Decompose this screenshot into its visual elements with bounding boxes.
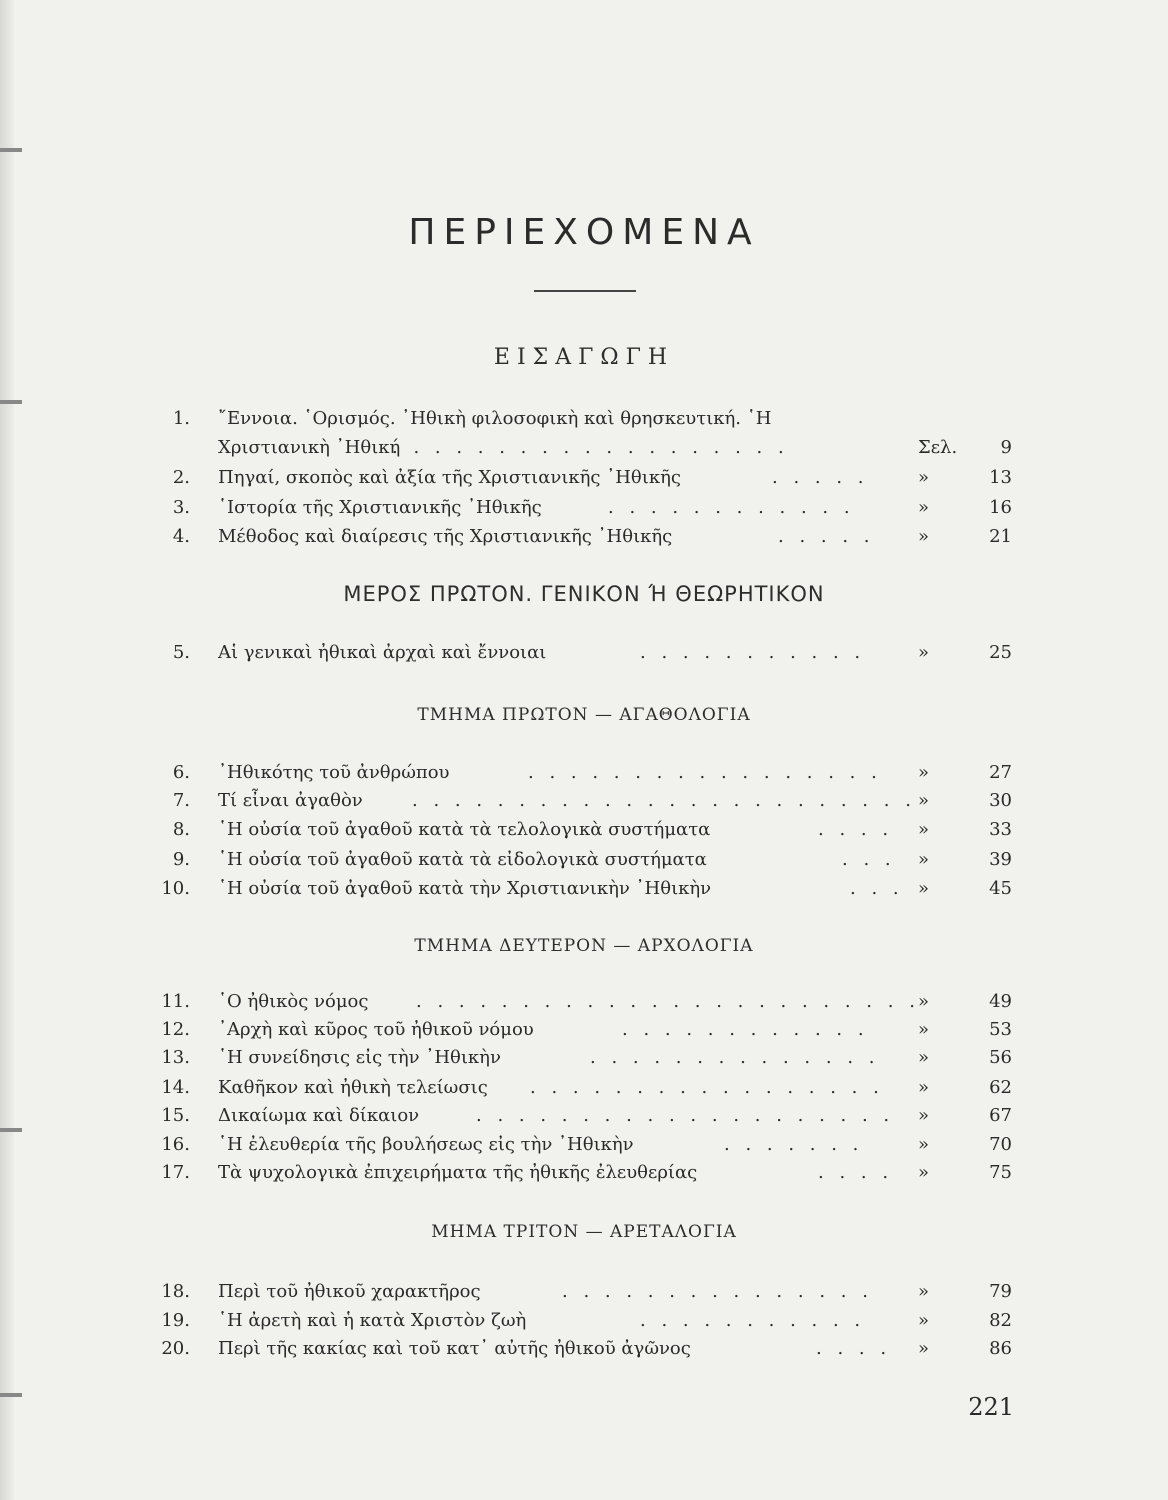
page-number: 53 bbox=[989, 1019, 1012, 1040]
toc-entry bbox=[0, 987, 1168, 1017]
leader-dots: . . . . . . . . . . . . . . . . . . . bbox=[392, 437, 789, 458]
ditto-mark: » bbox=[918, 762, 930, 783]
page-number: 13 bbox=[989, 467, 1012, 488]
entry-text: ῾Η οὐσία τοῦ ἀγαθοῦ κατὰ τὴν Χριστιανικὴν ᾿Ηθικὴν bbox=[218, 878, 712, 899]
page-number: 30 bbox=[989, 790, 1012, 811]
toc-entry bbox=[0, 758, 1168, 788]
ditto-mark: » bbox=[918, 849, 930, 870]
toc-entry bbox=[0, 1130, 1168, 1160]
entry-text: ῾Ιστορία τῆς Χριστιανικῆς ᾿Ηθικῆς bbox=[218, 497, 542, 518]
leader-dots: . . . . . . . . . . . . bbox=[608, 497, 855, 518]
entry-text: Καθῆκον καὶ ἠθικὴ τελείωσις bbox=[218, 1077, 488, 1098]
leader-dots: . . . . . . . . . . . . . . . . . bbox=[528, 762, 882, 783]
entry-number: 8. bbox=[172, 819, 190, 840]
entry-text: ᾿Ηθικότης τοῦ ἀνθρώπου bbox=[218, 762, 450, 783]
page-number-folio: 221 bbox=[968, 1393, 1014, 1421]
title-rule bbox=[534, 290, 636, 292]
toc-entry-continuation bbox=[0, 433, 1168, 463]
page-number: 9 bbox=[1000, 437, 1012, 458]
page-number: 70 bbox=[989, 1134, 1012, 1155]
entry-number: 11. bbox=[161, 991, 190, 1012]
ditto-mark: » bbox=[918, 1338, 930, 1359]
ditto-mark: » bbox=[918, 790, 930, 811]
page-number: 16 bbox=[989, 497, 1012, 518]
entry-text: Περὶ τοῦ ἠθικοῦ χαρακτῆρος bbox=[218, 1281, 481, 1302]
page-number: 82 bbox=[989, 1310, 1012, 1331]
page-number: 25 bbox=[989, 642, 1012, 663]
toc-entry bbox=[0, 1158, 1168, 1188]
entry-text: Μέθοδος καὶ διαίρεσις τῆς Χριστιανικῆς ᾿Ηθικῆς bbox=[218, 526, 673, 547]
section-heading: ΤΜΗΜΑ ΠΡΩΤΟΝ — ΑΓΑΘΟΛΟΓΙΑ bbox=[417, 705, 751, 725]
page-number: 67 bbox=[989, 1105, 1012, 1126]
toc-entry bbox=[0, 1043, 1168, 1073]
leader-dots: . . . . . bbox=[772, 467, 869, 488]
page-number: 39 bbox=[989, 849, 1012, 870]
leader-dots: . . . . . . . . . . . . . . . . . . . . bbox=[476, 1105, 895, 1126]
entry-number: 9. bbox=[172, 849, 190, 870]
page-number: 75 bbox=[989, 1162, 1012, 1183]
toc-entry bbox=[0, 1306, 1168, 1336]
page-number: 49 bbox=[989, 991, 1012, 1012]
ditto-mark: » bbox=[918, 819, 930, 840]
binding-stitch bbox=[0, 148, 22, 152]
page-number: 21 bbox=[989, 526, 1012, 547]
ditto-mark: » bbox=[918, 1105, 930, 1126]
page-number: 79 bbox=[989, 1281, 1012, 1302]
leader-dots: . . . . . . . . . . . bbox=[640, 642, 866, 663]
leader-dots: . . . . bbox=[816, 1338, 892, 1359]
entry-number: 15. bbox=[161, 1105, 190, 1126]
toc-entry bbox=[0, 1277, 1168, 1307]
section-heading: ΜΗΜΑ ΤΡΙΤΟΝ — ΑΡΕΤΑΛΟΓΙΑ bbox=[431, 1222, 737, 1242]
entry-number: 3. bbox=[172, 497, 190, 518]
toc-entry bbox=[0, 874, 1168, 904]
ditto-mark: » bbox=[918, 1047, 930, 1068]
entry-number: 16. bbox=[161, 1134, 190, 1155]
entry-number: 4. bbox=[172, 526, 190, 547]
section-heading: ΤΜΗΜΑ ΔΕΥΤΕΡΟΝ — ΑΡΧΟΛΟΓΙΑ bbox=[414, 936, 754, 956]
page-number: 62 bbox=[989, 1077, 1012, 1098]
page-number: 27 bbox=[989, 762, 1012, 783]
toc-entry bbox=[0, 463, 1168, 493]
toc-entry bbox=[0, 638, 1168, 668]
ditto-mark: » bbox=[918, 991, 930, 1012]
ditto-mark: » bbox=[918, 1077, 930, 1098]
entry-number: 13. bbox=[161, 1047, 190, 1068]
entry-number: 7. bbox=[172, 790, 190, 811]
ditto-mark: » bbox=[918, 526, 930, 547]
entry-number: 20. bbox=[161, 1338, 190, 1359]
ditto-mark: » bbox=[918, 1019, 930, 1040]
entry-number: 12. bbox=[161, 1019, 190, 1040]
entry-text: ᾿Αρχὴ καὶ κῦρος τοῦ ἠθικοῦ νόμου bbox=[218, 1019, 534, 1040]
entry-number: 14. bbox=[161, 1077, 190, 1098]
leader-dots: . . . bbox=[850, 878, 904, 899]
leader-dots: . . . . . . . . . . . . . . bbox=[590, 1047, 880, 1068]
leader-dots: . . . . . . . . . . . . . . . . . . . . . . . . bbox=[416, 991, 920, 1012]
toc-entry bbox=[0, 1101, 1168, 1131]
toc-entry bbox=[0, 1015, 1168, 1045]
toc-entry bbox=[0, 815, 1168, 845]
leader-dots: . . . . . . . . . . . . . . . . . bbox=[530, 1077, 884, 1098]
page-number: 86 bbox=[989, 1338, 1012, 1359]
leader-dots: . . . bbox=[842, 849, 896, 870]
entry-text: ῎Εννοια. ῾Ορισμός. ᾿Ηθικὴ φιλοσοφικὴ καὶ θρησκευτική. ῾Η bbox=[218, 408, 772, 429]
entry-number: 1. bbox=[172, 408, 190, 429]
binding-stitch bbox=[0, 1393, 22, 1397]
page-number: 33 bbox=[989, 819, 1012, 840]
entry-text: ῾Ο ἠθικὸς νόμος bbox=[218, 991, 369, 1012]
entry-number: 6. bbox=[172, 762, 190, 783]
entry-number: 10. bbox=[161, 878, 190, 899]
ditto-mark: » bbox=[918, 1162, 930, 1183]
entry-text: ῾Η οὐσία τοῦ ἀγαθοῦ κατὰ τὰ εἰδολογικὰ συστήματα bbox=[218, 849, 707, 870]
page-number: 56 bbox=[989, 1047, 1012, 1068]
toc-entry bbox=[0, 493, 1168, 523]
ditto-mark: » bbox=[918, 497, 930, 518]
leader-dots: . . . . bbox=[818, 819, 894, 840]
entry-text: Αἱ γενικαὶ ἠθικαὶ ἀρχαὶ καὶ ἔννοιαι bbox=[218, 642, 547, 663]
entry-text: Χριστιανικὴ ᾿Ηθική bbox=[218, 437, 401, 458]
ditto-mark: » bbox=[918, 642, 930, 663]
ditto-mark: » bbox=[918, 1310, 930, 1331]
entry-number: 2. bbox=[172, 467, 190, 488]
leader-dots: . . . . . . . . . . . . bbox=[622, 1019, 869, 1040]
entry-text: Τὰ ψυχολογικὰ ἐπιχειρήματα τῆς ἠθικῆς ἐλευθερίας bbox=[218, 1162, 698, 1183]
entry-number: 19. bbox=[161, 1310, 190, 1331]
leader-dots: . . . . . . . bbox=[724, 1134, 864, 1155]
leader-dots: . . . . . . . . . . . . . . . . . . . . . . . . bbox=[412, 790, 916, 811]
page-title: ΠΕΡΙΕΧΟΜΕΝΑ bbox=[408, 212, 760, 253]
part-heading: ΜΕΡΟΣ ΠΡΩΤΟΝ. ΓΕΝΙΚΟΝ Ή ΘΕΩΡΗΤΙΚΟΝ bbox=[343, 582, 825, 606]
leader-dots: . . . . . . . . . . . . . . . bbox=[562, 1281, 873, 1302]
ditto-mark: » bbox=[918, 1281, 930, 1302]
entry-number: 5. bbox=[172, 642, 190, 663]
ditto-mark: » bbox=[918, 1134, 930, 1155]
leader-dots: . . . . bbox=[818, 1162, 894, 1183]
toc-entry bbox=[0, 1073, 1168, 1103]
toc-entry bbox=[0, 522, 1168, 552]
entry-text: ῾Η ἐλευθερία τῆς βουλήσεως εἰς τὴν ᾿Ηθικὴν bbox=[218, 1134, 634, 1155]
entry-number: 17. bbox=[161, 1162, 190, 1183]
entry-text: ῾Η οὐσία τοῦ ἀγαθοῦ κατὰ τὰ τελολογικὰ συστήματα bbox=[218, 819, 711, 840]
entry-text: ῾Η συνείδησις εἰς τὴν ᾿Ηθικὴν bbox=[218, 1047, 501, 1068]
page-number: 45 bbox=[989, 878, 1012, 899]
toc-entry bbox=[0, 845, 1168, 875]
ditto-mark: » bbox=[918, 467, 930, 488]
toc-entry bbox=[0, 1334, 1168, 1364]
intro-heading: ΕΙΣΑΓΩΓΗ bbox=[493, 345, 675, 370]
entry-number: 18. bbox=[161, 1281, 190, 1302]
entry-text: Περὶ τῆς κακίας καὶ τοῦ κατ᾿ αὐτῆς ἠθικοῦ ἀγῶνος bbox=[218, 1338, 691, 1359]
entry-text: Δικαίωμα καὶ δίκαιον bbox=[218, 1105, 420, 1126]
ditto-mark: » bbox=[918, 878, 930, 899]
entry-text: Πηγαί, σκοπὸς καὶ ἀξία τῆς Χριστιανικῆς ᾿Ηθικῆς bbox=[218, 467, 681, 488]
toc-entry bbox=[0, 786, 1168, 816]
toc-entry bbox=[0, 404, 1168, 434]
entry-text: Τί εἶναι ἀγαθὸν bbox=[218, 790, 363, 811]
page-abbrev: Σελ. bbox=[918, 437, 958, 458]
entry-text: ῾Η ἀρετὴ καὶ ἡ κατὰ Χριστὸν ζωὴ bbox=[218, 1310, 527, 1331]
leader-dots: . . . . . bbox=[778, 526, 875, 547]
leader-dots: . . . . . . . . . . . bbox=[640, 1310, 866, 1331]
